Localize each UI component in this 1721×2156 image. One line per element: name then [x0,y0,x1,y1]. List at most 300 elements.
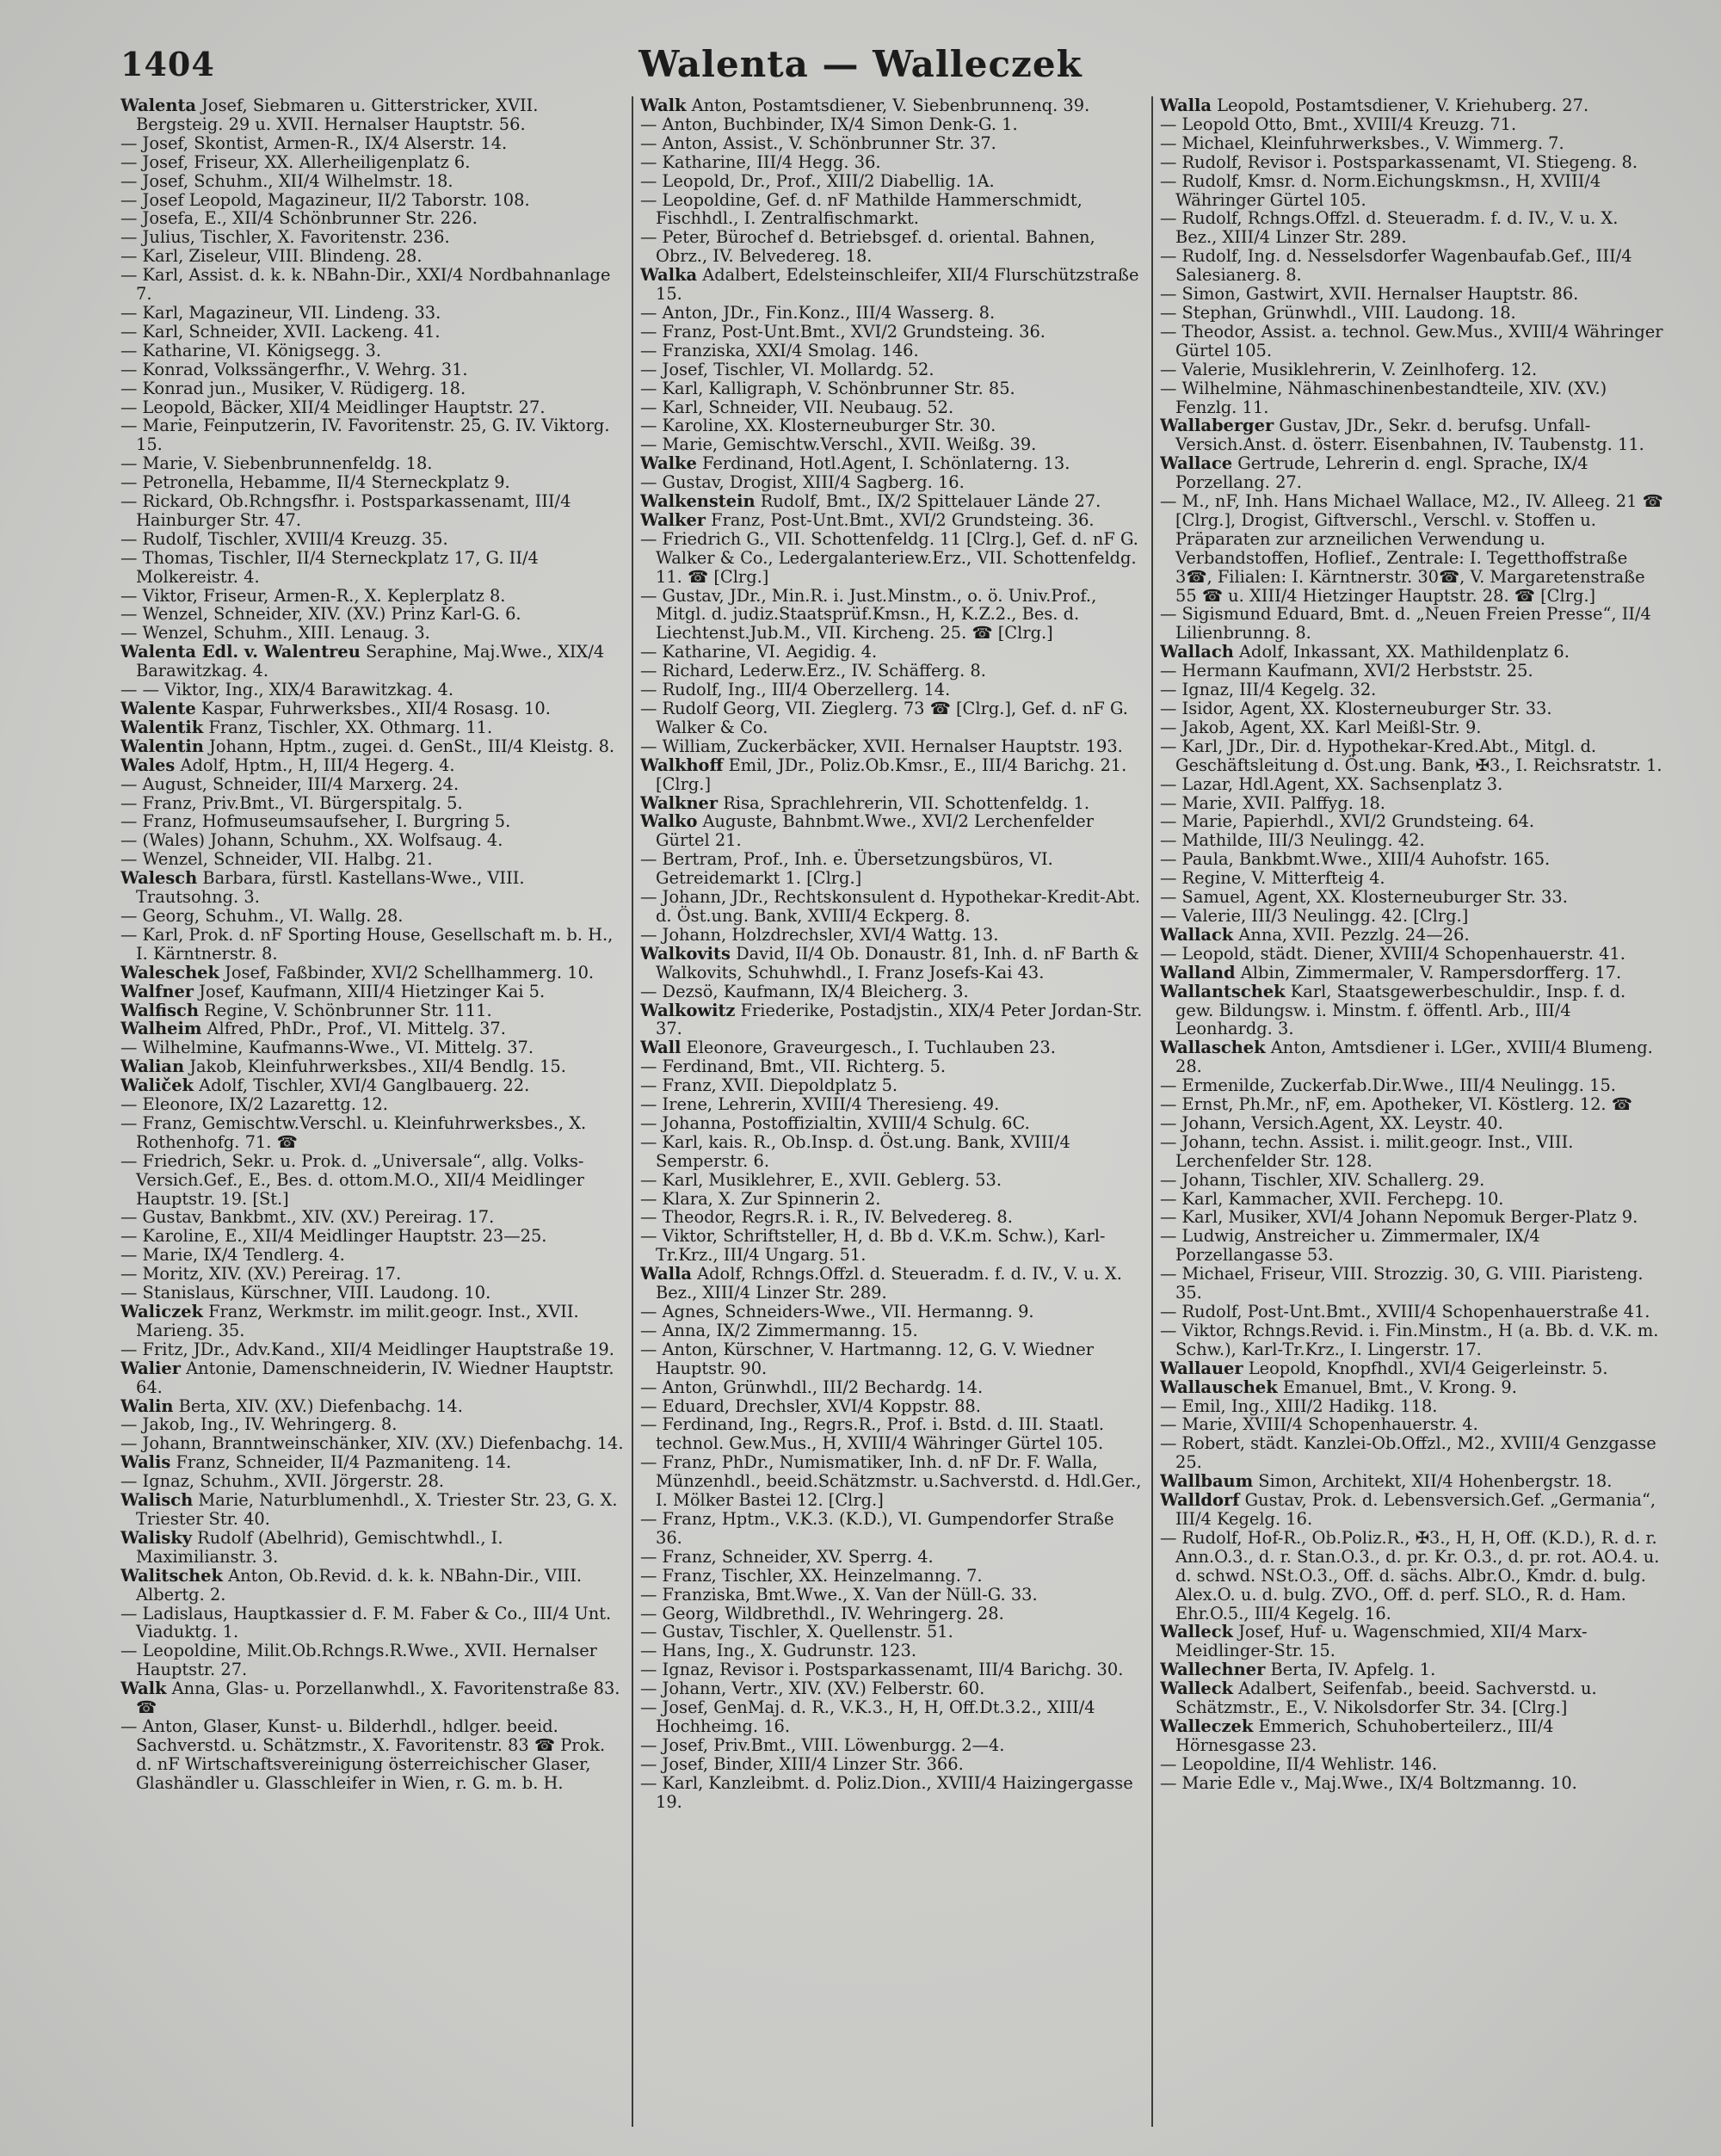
entry-text: — Lazar, Hdl.Agent, XX. Sachsenplatz 3. [1160,773,1503,794]
directory-entry [1160,134,1663,153]
entry-text: — Franziska, Bmt.Wwe., X. Van der Nüll-G. 33. [640,1584,1038,1605]
entry-text: — Georg, Schuhm., VI. Wallg. 28. [120,905,404,926]
entry-text: — Jakob, Ing., IV. Wehringerg. 8. [120,1414,398,1435]
entry-text: — Ludwig, Anstreicher u. Zimmermaler, IX/4 Porzellangasse 53. [1160,1226,1540,1266]
directory-entry [1160,1529,1663,1623]
entry-text: Emil, JDr., Poliz.Ob.Kmsr., E., III/4 Barichg. 21. [Clrg.] [656,755,1127,794]
directory-entry [1160,416,1663,454]
entry-text: — Karl, Ziseleur, VIII. Blindeng. 28. [120,246,423,267]
directory-entry [120,454,624,473]
entry-surname: Walland [1160,962,1236,983]
directory-entry [640,115,1144,134]
entry-text: Antonie, Damenschneiderin, IV. Wiedner Hauptstr. 64. [136,1358,614,1397]
directory-entry [640,530,1144,587]
directory-entry [120,794,624,813]
entry-text: Risa, Sprachlehrerin, VII. Schottenfeldg. 1. [718,792,1089,813]
directory-entry [640,473,1144,492]
directory-entry [640,1679,1144,1698]
entry-text: — Marie, V. Siebenbrunnenfeldg. 18. [120,453,433,474]
entry-text: Auguste, Bahnbmt.Wwe., XVI/2 Lerchenfelder Gürtel 21. [656,811,1094,851]
entry-text: — Eduard, Drechsler, XVI/4 Koppstr. 88. [640,1395,981,1416]
entry-text: — Karl, kais. R., Ob.Insp. d. Öst.ung. Bank, XVIII/4 Semperstr. 6. [640,1131,1070,1171]
directory-entry [120,831,624,850]
directory-entry [640,435,1144,454]
entry-text: Adolf, Inkassant, XX. Mathildenplatz 6. [1233,642,1570,662]
directory-entry [120,718,624,737]
entry-text: Franz, Werkmstr. im milit.geogr. Inst., XVII. Marieng. 35. [136,1302,579,1340]
directory-entry [1160,454,1663,492]
directory-entry [640,1114,1144,1133]
directory-entry [640,360,1144,379]
directory-entry [120,342,624,360]
entry-text: — Johann, Holzdrechsler, XVI/4 Wattg. 13. [640,924,999,945]
entry-text: — Gustav, Drogist, XIII/4 Sagberg. 16. [640,472,965,493]
directory-entry [1160,153,1663,172]
entry-text: — Franz, Priv.Bmt., VI. Bürgerspitalg. 5. [120,792,463,813]
directory-entry [640,1755,1144,1774]
column-divider [1151,96,1153,2127]
directory-entry [120,1642,624,1679]
entry-text: Gustav, Prok. d. Lebensversich.Gef. „Germania“, III/4 Kegelg. 16. [1175,1490,1656,1529]
entry-text: — Bertram, Prof., Inh. e. Übersetzungsbüros, VI. Getreidemarkt 1. [Clrg.] [640,849,1053,889]
entry-text: — Josef, Tischler, VI. Mollardg. 52. [640,359,935,379]
entry-text: — Katharine, VI. Aegidig. 4. [640,642,878,662]
entry-text: Berta, XIV. (XV.) Diefenbachg. 14. [173,1395,463,1416]
entry-text: — Viktor, Friseur, Armen-R., X. Keplerplatz 8. [120,585,506,606]
directory-entry [1160,1491,1663,1529]
directory-entry [1160,699,1663,718]
directory-entry [1160,1303,1663,1321]
directory-entry [640,416,1144,435]
entry-text: — Ferdinand, Ing., Regrs.R., Prof. i. Bstd. d. III. Staatl. technol. Gew.Mus., H, XVIII/4 Währinger Gürtel 105. [640,1414,1105,1454]
directory-entry [120,1397,624,1416]
directory-entry [120,737,624,756]
entry-surname: Walenta [120,96,196,115]
directory-entry [1160,172,1663,210]
directory-entry [120,681,624,699]
entry-text: Kaspar, Fuhrwerksbes., XII/4 Rosasg. 10. [195,699,551,718]
entry-surname: Walier [120,1358,181,1378]
directory-entry [1160,662,1663,681]
entry-text: — Johann, techn. Assist. i. milit.geogr. Inst., VIII. Lerchenfelder Str. 128. [1160,1131,1574,1171]
directory-entry [640,1227,1144,1265]
directory-entry [120,1605,624,1642]
directory-entry [120,926,624,964]
directory-entry [640,1586,1144,1605]
directory-entry [640,983,1144,1001]
entry-text: — Marie, IX/4 Tendlerg. 4. [120,1245,345,1266]
directory-entry [640,1567,1144,1586]
directory-entry [1160,718,1663,737]
directory-entry [640,398,1144,417]
entry-text: — Wenzel, Schneider, VII. Halbg. 21. [120,849,433,870]
directory-entry [120,1095,624,1114]
entry-surname: Walkovits [640,943,731,964]
directory-entry [120,1019,624,1038]
directory-entry [1160,1623,1663,1660]
directory-entry [1160,492,1663,605]
directory-entry [640,172,1144,191]
entry-text: — Petronella, Hebamme, II/4 Sterneckplatz 9. [120,472,510,493]
entry-text: — Josefa, E., XII/4 Schönbrunner Str. 226. [120,208,478,229]
directory-entry [120,1567,624,1605]
directory-entry [120,323,624,342]
entry-text: — Josef, Skontist, Armen-R., IX/4 Alserstr. 14. [120,132,508,153]
entry-text: — Michael, Friseur, VIII. Strozzig. 30, G. VIII. Piaristeng. 35. [1160,1264,1644,1303]
directory-entry [640,1340,1144,1378]
directory-entry [120,1303,624,1340]
directory-entry [640,96,1144,115]
entry-text: — Leopold, Bäcker, XII/4 Meidlinger Hauptstr. 27. [120,397,546,417]
entry-text: — Gustav, Bankbmt., XIV. (XV.) Pereirag. 17. [120,1207,495,1228]
running-head: Walenta — Walleczek [638,43,1083,85]
directory-entry [1160,1171,1663,1190]
directory-entry [1160,1397,1663,1416]
entry-text: Regine, V. Schönbrunner Str. 111. [198,1000,492,1020]
entry-text: — Viktor, Schriftsteller, H, d. Bb d. V.K.m. Schw.), Karl-Tr.Krz., III/4 Ungarg. 51. [640,1226,1106,1266]
column-divider [632,96,633,2127]
entry-text: Emmerich, Schuhoberteilerz., III/4 Hörnesgasse 23. [1175,1716,1554,1755]
entry-text: — Hermann Kaufmann, XVI/2 Herbststr. 25. [1160,661,1533,681]
directory-entry [1160,1321,1663,1359]
entry-text: — Anton, Kürschner, V. Hartmanng. 12, G. V. Wiedner Hauptstr. 90. [640,1339,1094,1378]
directory-entry [1160,737,1663,775]
directory-entry [120,1227,624,1246]
entry-surname: Walesch [120,868,198,889]
directory-entry [640,794,1144,813]
entry-text: — Karl, JDr., Dir. d. Hypothekar-Kred.Abt., Mitgl. d. Geschäftsleitung d. Öst.ung. Bank, ✠3., I. Reichsratstr. 1. [1160,736,1662,775]
entry-text: — Karl, Kammacher, XVII. Ferchерg. 10. [1160,1188,1504,1209]
directory-entry [640,681,1144,699]
entry-text: — Karl, Kanzleibmt. d. Poliz.Dion., XVIII/4 Haizingergasse 19. [640,1772,1133,1812]
entry-text: — Franz, Hofmuseumsaufseher, I. Burgring 5. [120,811,511,832]
directory-entry [120,624,624,643]
entry-surname: Walleczek [1160,1716,1254,1736]
directory-entry [120,1038,624,1057]
entry-text: — Viktor, Rchngs.Revid. i. Fin.Minstm., H (a. Bb. d. V.K. m. Schw.), Karl-Tr.Krz., I. Lingerstr. 17. [1160,1320,1659,1359]
directory-entry [120,304,624,323]
directory-entry [640,1171,1144,1190]
entry-surname: Walitschek [120,1565,223,1586]
directory-entry [120,587,624,606]
directory-entry [640,191,1144,229]
directory-entry [120,492,624,530]
directory-entry [1160,379,1663,417]
directory-entry [1160,850,1663,869]
entry-text: — Marie, Gemischtw.Verschl., XVII. Weißg. 39. [640,434,1037,455]
directory-entry [640,1321,1144,1340]
directory-entry [640,1453,1144,1510]
directory-entry [1160,1227,1663,1265]
directory-entry [120,605,624,624]
directory-entry [120,1076,624,1095]
directory-entry [640,342,1144,360]
entry-surname: Waliczek [120,1302,203,1321]
directory-entry [120,379,624,398]
entry-text: — Rudolf Georg, VII. Zieglerg. 73 ☎ [Clrg.], Gef. d. nF G. Walker & Co. [640,699,1128,737]
entry-text: — Anton, Grünwhdl., III/2 Bechardg. 14. [640,1377,984,1397]
directory-entry [640,1415,1144,1453]
entry-text: Adolf, Hptm., H, III/4 Hegerg. 4. [175,755,455,775]
entry-surname: Walisky [120,1527,193,1548]
entry-text: — Josef, Priv.Bmt., VIII. Löwenburgg. 2—4. [640,1734,1005,1755]
entry-text: — Franz, Gemischtw.Verschl. u. Kleinfuhrwerksbes., X. Rothenhofg. 71. ☎ [120,1112,587,1152]
entry-text: — Valerie, Musiklehrerin, V. Zeinlhoferg. 12. [1160,359,1538,379]
entry-text: — Wenzel, Schuhm., XIII. Lenaug. 3. [120,623,430,644]
entry-text: Alfred, PhDr., Prof., VI. Mittelg. 37. [201,1019,506,1039]
directory-entry [640,926,1144,945]
entry-text: — (Wales) Johann, Schuhm., XX. Wolfsaug. 4. [120,830,503,851]
entry-text: Berta, IV. Apfelg. 1. [1265,1660,1436,1680]
directory-entry [120,153,624,172]
entry-surname: Wallauschek [1160,1377,1278,1397]
directory-entry [1160,775,1663,794]
directory-entry [640,1265,1144,1303]
directory-entry [1160,1076,1663,1095]
entry-text: — Theodor, Regrs.R. i. R., IV. Belvedereg. 8. [640,1207,1013,1228]
entry-text: Anton, Amtsdiener i. LGer., XVIII/4 Blumeng. 28. [1175,1038,1653,1077]
entry-text: — Karl, Magazineur, VII. Lindeng. 33. [120,302,441,323]
directory-entry [640,1095,1144,1114]
entry-text: — Karoline, E., XII/4 Meidlinger Hauptstr. 23—25. [120,1226,547,1247]
entry-text: Josef, Siebmaren u. Gitterstricker, XVII. Bergsteig. 29 u. XVII. Hernalser Hauptstr. 56. [136,96,539,134]
directory-entry [1160,96,1663,115]
entry-text: Simon, Architekt, XII/4 Hohenbergstr. 18. [1253,1471,1613,1492]
directory-entry [1160,304,1663,323]
directory-entry [640,1548,1144,1567]
entry-text: — Franziska, XXI/4 Smolag. 146. [640,340,919,360]
entry-text: Anton, Ob.Revid. d. k. k. NBahn-Dir., VIII. Albertg. 2. [136,1565,583,1605]
directory-entry [640,1057,1144,1076]
entry-surname: Walla [640,1264,692,1284]
column-3 [1160,96,1663,2135]
entry-text: — Franz, PhDr., Numismatiker, Inh. d. nF Dr. F. Walla, Münzenhdl., beeid.Schätzmstr. u.Sachverstd. d. Hdl.Ger., I. Mölker Bastei 12. [Clrg.] [640,1452,1142,1511]
entry-text: — Rudolf, Ing. d. Nesselsdorfer Wagenbaufab.Gef., III/4 Salesianerg. 8. [1160,246,1632,286]
entry-text: — Ignaz, Schuhm., XVII. Jörgerstr. 28. [120,1471,445,1492]
directory-entry [640,1190,1144,1209]
directory-entry [640,1698,1144,1736]
entry-text: — Richard, Lederw.Erz., IV. Schäfferg. 8. [640,661,986,681]
directory-entry [640,587,1144,644]
entry-text: — M., nF, Inh. Hans Michael Wallace, M2., IV. Alleeg. 21 ☎ [Clrg.], Drogist, Giftverschl., Verschl. v. Stoffen u. Präparaten zur arzneilichen Verwendung u. Verbandstoffen, Hoflief., Zentrale: I. Tegetthoffstraße 3☎, Filialen: I. Kärntnerstr. 30☎, V. Margaretenstraße 55 ☎ u. XIII/4 Hietzinger Hauptstr. 28. ☎ [Clrg.] [1160,491,1663,606]
entry-text: — Karl, Prok. d. nF Sporting House, Gesellschaft m. b. H., I. Kärntnerstr. 8. [120,924,614,964]
entry-text: Leopold, Knopfhdl., XVI/4 Geigerleinstr. 5. [1243,1358,1608,1378]
entry-text: — Karl, Musiklehrer, E., XVII. Geblerg. 53. [640,1169,1002,1190]
directory-entry [640,1303,1144,1321]
entry-text: — Gustav, Tischler, X. Quellenstr. 51. [640,1622,953,1642]
entry-text: — Jakob, Agent, XX. Karl Meißl-Str. 9. [1160,717,1482,737]
directory-entry [120,1717,624,1793]
directory-entry [640,1378,1144,1397]
entry-text: — Konrad jun., Musiker, V. Rüdigerg. 18. [120,378,466,398]
entry-text: — Valerie, III/3 Neulingg. 42. [Clrg.] [1160,905,1469,926]
entry-text: Rudolf (Abelhrid), Gemischtwhdl., I. Maximilianstr. 3. [136,1527,503,1567]
entry-text: — Marie, Papierhdl., XVI/2 Grundsteing. 64. [1160,811,1535,832]
directory-entry [1160,1679,1663,1717]
directory-entry [1160,1265,1663,1303]
entry-text: — Anton, Glaser, Kunst- u. Bilderhdl., hdlger. beeid. Sachverstd. u. Schätzmstr., X. Favoritenstr. 83 ☎ Prok. d. nF Wirtschaftsvereinigung österreichischer Glaser, Glashändler u. Glasschleifer in Wien, r. G. m. b. H. [120,1716,606,1793]
entry-text: — Anton, Assist., V. Schönbrunner Str. 37. [640,132,996,153]
entry-surname: Wallaschek [1160,1038,1266,1058]
entry-surname: Wall [640,1038,682,1058]
entry-text: — Gustav, JDr., Min.R. i. Just.Minstm., o. ö. Univ.Prof., Mitgl. d. judiz.Staatsprüf.Kmsn., H, K.Z.2., Bes. d. Liechtenst.Jub.M., VII. Kircheng. 25. ☎ [Clrg.] [640,585,1097,644]
entry-surname: Walentik [120,717,204,737]
entry-text: — Johann, Versich.Agent, XX. Leystr. 40. [1160,1112,1503,1133]
entry-text: — Franz, Tischler, XX. Heinzelmanng. 7. [640,1565,983,1586]
entry-text: — Peter, Bürochef d. Betriebsgef. d. oriental. Bahnen, Obrz., IV. Belvedereg. 18. [640,227,1095,267]
directory-entry [1160,1755,1663,1774]
entry-text: — William, Zuckerbäcker, XVII. Hernalser Hauptstr. 193. [640,736,1123,756]
directory-entry [120,228,624,247]
directory-entry [640,323,1144,342]
entry-surname: Walleck [1160,1679,1233,1699]
directory-entry [1160,1208,1663,1227]
entry-text: — Simon, Gastwirt, XVII. Hernalser Hauptstr. 86. [1160,284,1579,305]
entry-text: Rudolf, Bmt., IX/2 Spittelauer Lände 27. [755,491,1101,512]
directory-entry [120,1057,624,1076]
directory-entry [1160,869,1663,888]
entry-text: — Theodor, Assist. a. technol. Gew.Mus., XVIII/4 Währinger Gürtel 105. [1160,321,1663,360]
entry-text: — Klara, X. Zur Spinnerin 2. [640,1188,881,1209]
entry-text: Adolf, Rchngs.Offzl. d. Steueradm. f. d. IV., V. u. X. Bez., XIII/4 Linzer Str. 289. [656,1264,1122,1303]
entry-surname: Waleschek [120,962,219,983]
entry-surname: Walian [120,1056,185,1077]
directory-entry [1160,945,1663,964]
directory-entry [640,756,1144,794]
entry-text: Marie, Naturblumenhdl., X. Triester Str. 23, G. X. Triester Str. 40. [136,1490,618,1529]
directory-entry [640,1736,1144,1755]
directory-entry [640,454,1144,473]
entry-surname: Walentin [120,736,204,756]
entry-surname: Walfisch [120,1000,199,1020]
entry-text: — Paula, Bankbmt.Wwe., XIII/4 Auhofstr. 165. [1160,849,1551,870]
directory-entry [1160,1133,1663,1171]
entry-surname: Wallace [1160,453,1233,474]
entry-text: — Sigismund Eduard, Bmt. d. „Neuen Freien Presse“, II/4 Lilienbrunng. 8. [1160,604,1651,644]
entry-text: Gertrude, Lehrerin d. engl. Sprache, IX/4 Porzellang. 27. [1175,453,1588,493]
directory-entry [1160,983,1663,1039]
entry-text: Albin, Zimmermaler, V. Rampersdorfferg. 17. [1235,962,1622,983]
entry-text: Josef, Huf- u. Wagenschmied, XII/4 Marx-Meidlinger-Str. 15. [1175,1622,1588,1661]
entry-text: Adolf, Tischler, XVI/4 Ganglbauerg. 22. [193,1075,530,1096]
entry-text: — Rickard, Ob.Rchngsfhr. i. Postsparkassenamt, III/4 Hainburger Str. 47. [120,491,571,530]
entry-text: — Wenzel, Schneider, XIV. (XV.) Prinz Karl-G. 6. [120,604,521,625]
entry-text: — Stanislaus, Kürschner, VIII. Laudong. 10. [120,1283,491,1303]
entry-text: Franz, Tischler, XX. Othmarg. 11. [203,717,493,737]
entry-surname: Walkhoff [640,755,724,775]
directory-entry [640,1038,1144,1057]
directory-entry [640,850,1144,888]
directory-entry [120,134,624,153]
entry-text: Gustav, JDr., Sekr. d. berufsg. Unfall-Versich.Anst. d. österr. Eisenbahnen, IV. Taubenstg. 11. [1175,416,1644,455]
directory-entry [640,1001,1144,1039]
entry-surname: Walin [120,1395,174,1416]
entry-text: — Marie, XVIII/4 Schopenhauerstr. 4. [1160,1414,1478,1435]
page-number: 1404 [120,45,215,83]
directory-entry [1160,360,1663,379]
entry-text: — Ermenilde, Zuckerfab.Dir.Wwe., III/4 Neulingg. 15. [1160,1075,1616,1096]
directory-entry [120,983,624,1001]
entry-text: Jakob, Kleinfuhrwerksbes., XII/4 Bendlg. 15. [184,1056,566,1077]
entry-surname: Walko [640,811,698,832]
directory-entry [120,1472,624,1491]
directory-entry [1160,605,1663,643]
entry-text: — Johanna, Postoffizialtin, XVIII/4 Schulg. 6C. [640,1112,1030,1133]
directory-entry [120,643,624,681]
directory-entry [120,1001,624,1020]
directory-entry [1160,831,1663,850]
directory-entry [640,1642,1144,1660]
directory-entry [120,1152,624,1209]
directory-entry [640,228,1144,266]
directory-entry [640,643,1144,662]
entry-text: — Julius, Tischler, X. Favoritenstr. 236. [120,227,450,248]
entry-text: — Johann, Branntweinschänker, XIV. (XV.) Diefenbachg. 14. [120,1433,624,1454]
directory-entry [120,812,624,831]
column-1 [120,96,624,2135]
directory-entry [120,1453,624,1472]
directory-entry [120,1208,624,1227]
entry-text: — Wilhelmine, Kaufmanns-Wwe., VI. Mittelg. 37. [120,1038,534,1058]
entry-surname: Walenta Edl. v. Walentreu [120,642,361,662]
directory-entry [120,1265,624,1284]
entry-text: — Josef, Schuhm., XII/4 Wilhelmstr. 18. [120,170,453,191]
entry-surname: Wallauer [1160,1358,1243,1378]
entry-text: Anna, XVII. Pezzlg. 24—26. [1233,924,1470,945]
directory-entry [640,379,1144,398]
entry-text: — Ladislaus, Hauptkassier d. F. M. Faber & Co., III/4 Unt. Viaduktg. 1. [120,1603,612,1642]
directory-entry [1160,1434,1663,1472]
directory-entry [1160,888,1663,907]
entry-text: — August, Schneider, III/4 Marxerg. 24. [120,773,460,794]
entry-text: — Ernst, Ph.Mr., nF, em. Apotheker, VI. Köstlerg. 12. ☎ [1160,1094,1632,1115]
entry-text: — — Viktor, Ing., XIX/4 Barawitzkag. 4. [120,680,454,700]
directory-entry [1160,1774,1663,1793]
entry-surname: Walkowitz [640,1000,736,1020]
directory-entry [120,247,624,266]
entry-text: Adalbert, Seifenfab., beeid. Sachverstd. u. Schätzmstr., E., V. Nikolsdorfer Str. 34. [Clrg.] [1175,1679,1597,1718]
entry-text: — Rudolf, Kmsr. d. Norm.Eichungskmsn., H, XVIII/4 Währinger Gürtel 105. [1160,170,1601,210]
entry-text: — Robert, städt. Kanzlei-Ob.Offzl., M2., XVIII/4 Genzgasse 25. [1160,1433,1656,1473]
directory-entry [120,530,624,549]
entry-text: Adalbert, Edelsteinschleifer, XII/4 Flurschützstraße 15. [656,265,1139,305]
directory-entry [640,1623,1144,1642]
entry-text: Josef, Faßbinder, XVI/2 Schellhammerg. 10. [219,962,595,983]
entry-text: — Agnes, Schneiders-Wwe., VII. Hermanng. 9. [640,1302,1034,1321]
entry-text: — Karl, Musiker, XVI/4 Johann Nepomuk Berger-Platz 9. [1160,1207,1638,1228]
entry-text: Anton, Postamtsdiener, V. Siebenbrunnenq. 39. [686,96,1090,115]
entry-text: Josef, Kaufmann, XIII/4 Hietzinger Kai 5. [194,981,546,1001]
directory-entry [1160,323,1663,360]
entry-surname: Walk [120,1679,167,1699]
entry-text: — Anton, JDr., Fin.Konz., III/4 Wasserg. 8. [640,302,996,323]
entry-text: — Rudolf, Rchngs.Offzl. d. Steueradm. f. d. IV., V. u. X. Bez., XIII/4 Linzer Str. 289. [1160,208,1619,248]
directory-entry [640,662,1144,681]
entry-text: — Franz, Schneider, XV. Sperrg. 4. [640,1546,934,1567]
entry-text: Karl, Staatsgewerbeschuldir., Insp. f. d. gew. Bildungsw. i. Minstm. f. öffentl. Arb., III/4 Leonhardg. 3. [1175,981,1626,1039]
entry-text: — Katharine, III/4 Hegg. 36. [640,151,881,172]
entry-text: — Karl, Schneider, XVII. Lackeng. 41. [120,321,441,342]
entry-text: — Leopold, Dr., Prof., XIII/2 Diabellig. 1A. [640,170,995,191]
entry-text: — Katharine, VI. Königsegg. 3. [120,340,382,360]
entry-text: — Thomas, Tischler, II/4 Sterneckplatz 17, G. II/4 Molkereistr. 4. [120,547,539,587]
entry-text: — Franz, XVII. Diepoldplatz 5. [640,1075,898,1096]
entry-surname: Wallechner [1160,1660,1266,1680]
directory-entry [640,153,1144,172]
directory-entry [640,1133,1144,1171]
entry-text: Anna, Glas- u. Porzellanwhdl., X. Favoritenstraße 83. ☎ [136,1679,620,1718]
entry-text: — Ferdinand, Bmt., VII. Richterg. 5. [640,1056,947,1077]
